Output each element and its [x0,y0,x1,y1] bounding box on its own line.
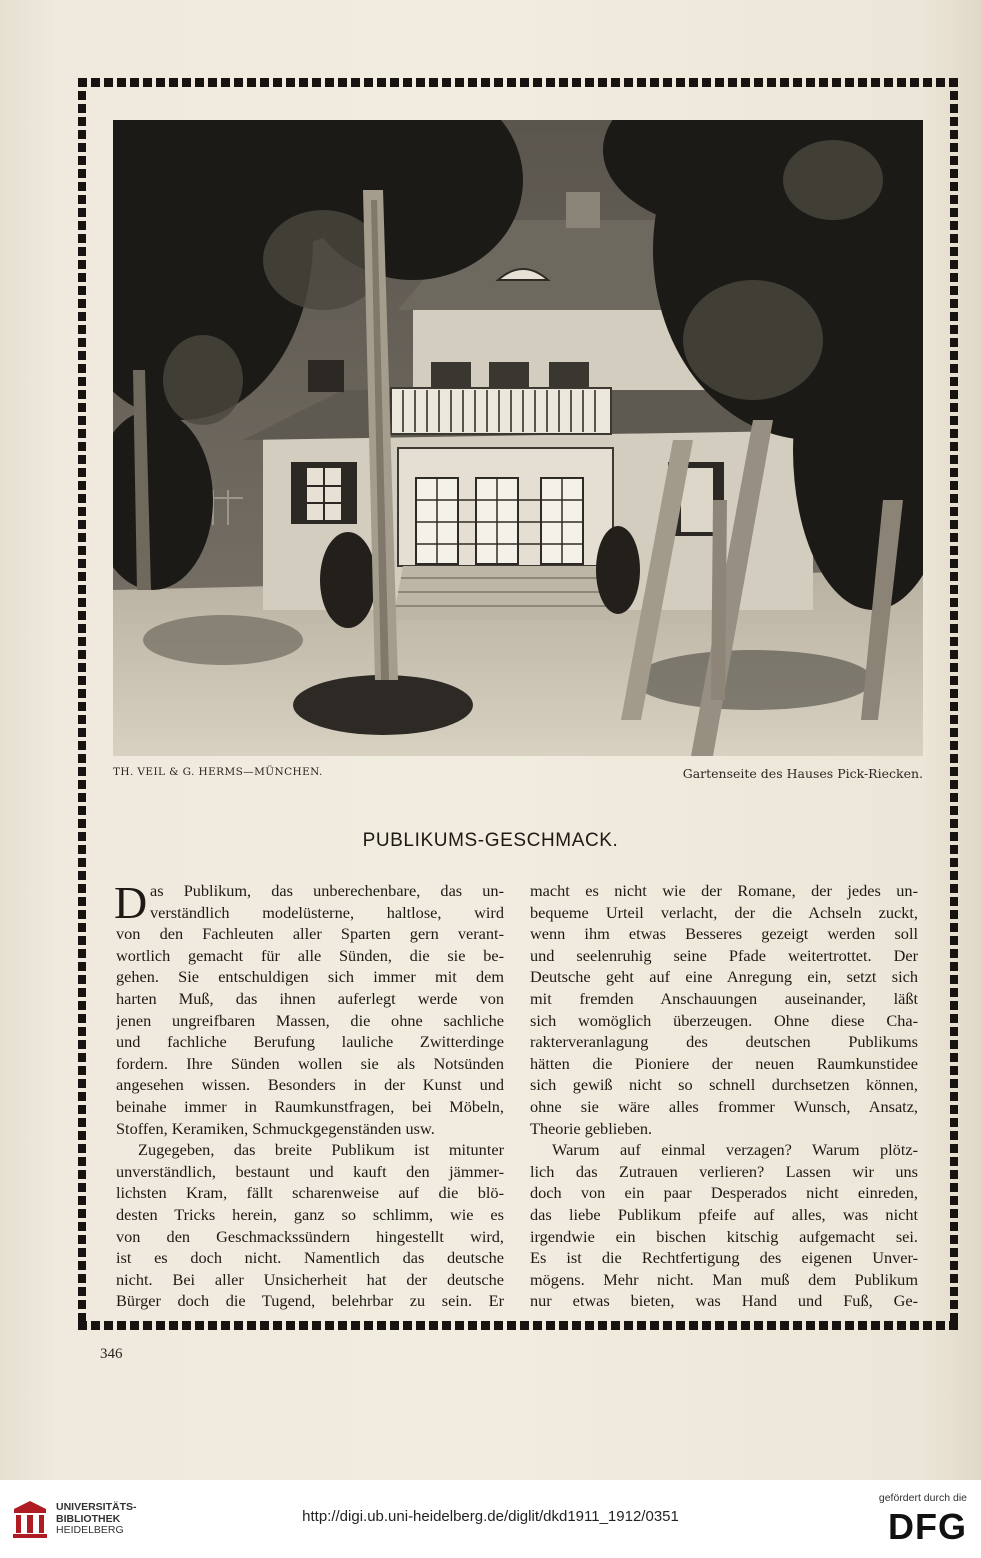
dfg-logo: DFG [888,1506,967,1547]
text-line: irgendwie ein bischen kitschig aufgemacht sei. [530,1226,918,1246]
photo-caption: Gartenseite des Hauses Pick-Riecken. [682,766,923,781]
text-line: Stoffen, Keramiken, Schmuckgegenständen usw. [116,1118,435,1138]
text-line: sich gewiß nicht so schnell durchsetzen können, [530,1075,918,1095]
text-line: gehen. Sie entschuldigen sich immer mit dem [116,967,504,987]
text-line: von den Fachleuten aller Sparten gern verant- [116,924,504,944]
photo-credit: TH. VEIL & G. HERMS—MÜNCHEN. [113,766,323,778]
library-name-line: UNIVERSITÄTS- [56,1501,137,1513]
funded-by-label: gefördert durch die [878,1492,967,1504]
text-line: Es ist die Rechtfertigung des eigenen Unver- [530,1248,918,1268]
border-bottom [78,1321,958,1330]
text-line: Deutsche geht auf eine Anregung ein, setzt sich [530,967,918,987]
text-line: nur etwas bieten, was Hand und Fuß, Ge- [530,1291,918,1311]
border-top [78,78,958,87]
text-line: das liebe Publikum pfeife auf alles, was nicht [530,1204,918,1224]
article-title: PUBLIKUMS-GESCHMACK. [362,830,619,851]
viewer-footer [0,1480,981,1558]
text-line: fordern. Ihre Sünden wollen sie als Notsünden [116,1053,504,1073]
text-line: Bürger doch die Tugend, belehrbar zu sein. Er [116,1291,504,1311]
text-line: ist es doch nicht. Namentlich das deutsche [116,1248,504,1268]
library-name-line: BIBLIOTHEK [56,1512,121,1525]
text-line: harten Muß, das ihnen auferlegt werde von [116,988,504,1008]
text-line: verständlich modelüsterne, haltlose, wird [150,902,504,922]
text-line: sich womöglich überzeugen. Ohne diese Cha- [530,1010,918,1030]
border-left [78,78,86,1330]
article-column-right [530,880,918,1312]
page-number: 346 [100,1346,123,1362]
text-line: und fachliche Berufung lauliche Zwitterdinge [116,1032,504,1052]
text-line: bequeme Urteil verlacht, der die Achseln zuckt, [530,902,918,922]
library-name-line: HEIDELBERG [56,1524,124,1536]
text-line: rakterveranlagung des deutschen Publikums [530,1032,918,1052]
text-line: beinahe immer in Raumkunstfragen, bei Möbeln, [116,1096,504,1116]
text-line: wenn ihm etwas Besseres gezeigt werden soll [530,924,918,944]
text-line: lichsten Kram, fällt scharenweise auf die blö- [116,1183,504,1203]
text-line: und seelenruhig seine Pfade weitertrottet. Der [530,945,918,965]
text-line: as Publikum, das unberechenbare, das un- [150,881,504,900]
text-line: Warum auf einmal verzagen? Warum plötz- [552,1140,918,1160]
drop-cap: D [114,877,148,928]
text-line: jenen ungreifbaren Massen, die ohne sachliche [116,1010,504,1030]
text-line: unverständlich, bestaunt und kauft den jämmer- [116,1161,504,1181]
text-line: mit fremden Anschauungen auseinander, läßt [530,988,918,1008]
text-line: wortlich gemacht für alle Sünden, die sie be- [116,945,504,965]
text-line: macht es nicht wie der Romane, der jedes un- [530,881,918,900]
text-line: angesehen wissen. Besonders in der Kunst und [116,1075,504,1095]
text-line: ohne sie wäre alles frommer Wunsch, Ansatz, [530,1096,918,1116]
permalink-url[interactable]: http://digi.ub.uni-heidelberg.de/diglit/dkd1911_1912/0351 [302,1508,679,1525]
text-line: von den Geschmackssündern hingestellt wird, [116,1226,504,1246]
article-column-left [114,877,504,1312]
text-line: lich das Zutrauen verlieren? Lassen wir uns [530,1161,918,1181]
text-line: mögens. Mehr nicht. Man muß dem Publikum [530,1269,918,1289]
text-line: hätten die Pioniere der neuen Raumkunstidee [530,1053,918,1073]
text-line: Zugegeben, das breite Publikum ist mitunter [138,1140,504,1160]
border-right [950,78,958,1330]
text-line: Theorie geblieben. [530,1118,653,1138]
text-line: doch von ein paar Desperados nicht einreden, [530,1183,918,1203]
text-line: desten Tricks herein, ganz so schlimm, wie es [116,1204,504,1224]
text-line: nicht. Bei aller Unsicherheit hat der deutsche [116,1269,504,1289]
house-photograph [113,120,923,756]
